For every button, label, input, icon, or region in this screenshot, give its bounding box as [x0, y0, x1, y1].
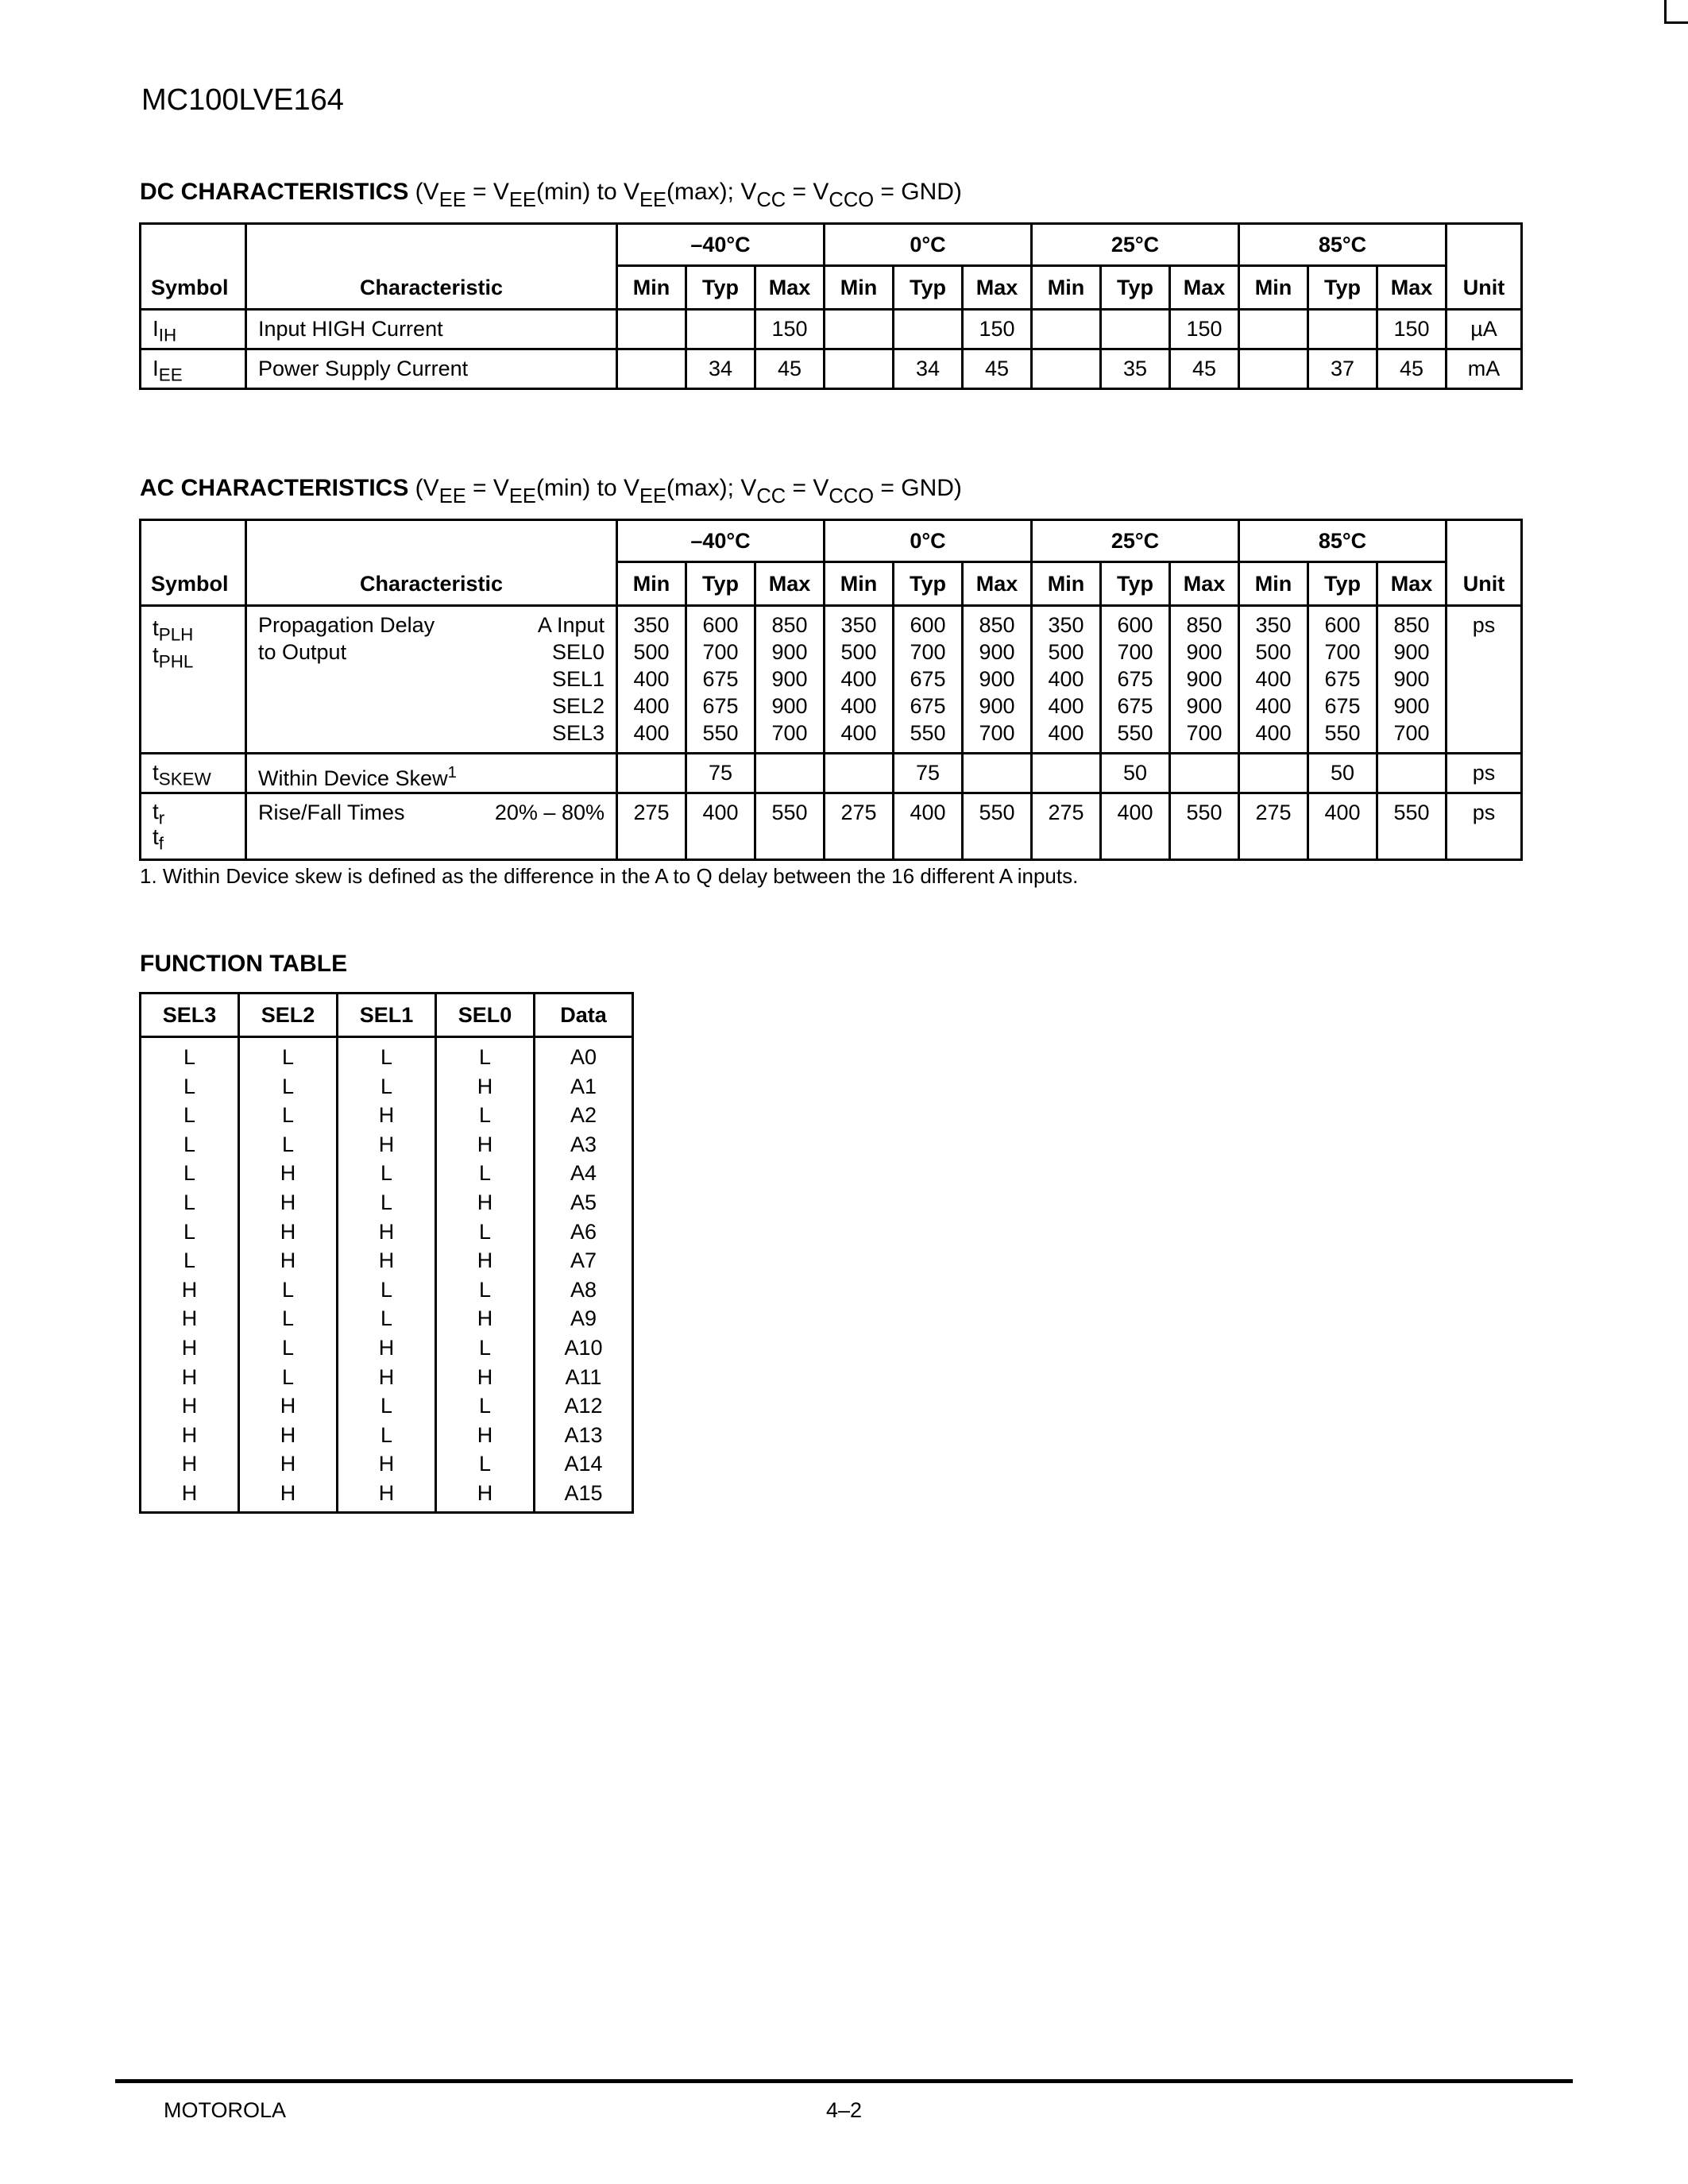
ac-rise-value: 400	[1308, 793, 1377, 860]
ac-cond-text: (V	[408, 475, 439, 501]
dc-value	[825, 349, 894, 389]
ft-cell-data: A3	[535, 1130, 633, 1160]
ft-header-sel0: SEL0	[436, 994, 535, 1037]
ac-cond-sub: EE	[438, 484, 466, 507]
ac-cond-text: = V	[786, 475, 829, 501]
dc-header-typ: Typ	[894, 266, 963, 310]
ft-cell-sel: L	[239, 1304, 338, 1333]
dc-header-min: Min	[617, 266, 686, 310]
ft-cell-sel: L	[141, 1037, 239, 1072]
dc-header-typ: Typ	[1308, 266, 1377, 310]
ft-header-sel2: SEL2	[239, 994, 338, 1037]
ac-rise-value: 275	[1239, 793, 1308, 860]
part-number-header: MC100LVE164	[141, 83, 344, 117]
ft-cell-sel: L	[239, 1037, 338, 1072]
ac-prop-values: 600 700 675 675 550	[686, 606, 755, 754]
table-row	[141, 1479, 633, 1512]
ac-skew-value: 50	[1308, 754, 1377, 793]
ft-cell-data: A15	[535, 1479, 633, 1512]
ac-cond-text: = V	[465, 475, 509, 501]
dc-header-typ: Typ	[686, 266, 755, 310]
table-row	[141, 1217, 633, 1247]
ft-cell-sel: L	[338, 1188, 436, 1217]
dc-cond-sub: CC	[756, 188, 786, 211]
dc-cond-sub: CCO	[829, 188, 875, 211]
ft-cell-sel: L	[239, 1275, 338, 1305]
ac-header-typ: Typ	[686, 562, 755, 606]
ac-header-symbol: Symbol	[141, 520, 246, 606]
ac-row-propagation-delay	[141, 606, 1522, 754]
ft-cell-sel: H	[239, 1449, 338, 1479]
ft-cell-sel: H	[141, 1363, 239, 1392]
ac-rise-value: 550	[755, 793, 825, 860]
table-row	[141, 1333, 633, 1363]
ft-cell-data: A9	[535, 1304, 633, 1333]
ft-cell-sel: H	[141, 1479, 239, 1512]
ac-rise-value: 275	[825, 793, 894, 860]
ac-prop-values: 350 500 400 400 400	[617, 606, 686, 754]
ft-cell-data: A4	[535, 1159, 633, 1188]
table-row	[141, 1246, 633, 1275]
dc-value: 45	[1377, 349, 1447, 389]
dc-row-iih	[141, 310, 1522, 349]
dc-header-max: Max	[1377, 266, 1447, 310]
dc-cond-text: (min) to V	[535, 179, 639, 205]
dc-header-temp: 25°C	[1032, 224, 1239, 266]
ac-symbol-tr-tf: $t_r$ $t_f$	[141, 793, 246, 860]
ac-header-temp: 0°C	[825, 520, 1032, 562]
ft-cell-data: A5	[535, 1188, 633, 1217]
page-corner-mark	[1664, 0, 1688, 24]
dc-header-max: Max	[755, 266, 825, 310]
ac-rise-value: 400	[1101, 793, 1170, 860]
dc-characteristics-table	[139, 222, 1523, 390]
table-row	[141, 1037, 633, 1072]
dc-value: 150	[1170, 310, 1239, 349]
dc-value: 45	[963, 349, 1032, 389]
ft-cell-sel: H	[338, 1449, 436, 1479]
dc-value	[1239, 349, 1308, 389]
dc-header-max: Max	[963, 266, 1032, 310]
dc-characteristics-title	[140, 179, 962, 211]
rise-fall-condition: 20% – 80%	[494, 801, 605, 824]
ft-cell-sel: H	[436, 1246, 535, 1275]
ac-skew-value: 75	[894, 754, 963, 793]
dc-value	[1308, 310, 1377, 349]
ft-cell-sel: H	[239, 1421, 338, 1450]
dc-header-min: Min	[1032, 266, 1101, 310]
table-row	[141, 1449, 633, 1479]
ft-cell-sel: H	[141, 1421, 239, 1450]
ac-skew-value	[617, 754, 686, 793]
ac-characteristics-table	[139, 519, 1523, 861]
ac-header-temp: 25°C	[1032, 520, 1239, 562]
dc-value: 37	[1308, 349, 1377, 389]
table-row	[141, 1188, 633, 1217]
ft-cell-sel: L	[141, 1130, 239, 1160]
ft-cell-data: A11	[535, 1363, 633, 1392]
table-row	[141, 1275, 633, 1305]
ft-cell-sel: H	[338, 1246, 436, 1275]
dc-header-min: Min	[1239, 266, 1308, 310]
ft-cell-sel: L	[436, 1449, 535, 1479]
ft-cell-sel: H	[436, 1304, 535, 1333]
table-row	[141, 1363, 633, 1392]
dc-value: 45	[1170, 349, 1239, 389]
dc-characteristic: Power Supply Current	[246, 349, 617, 389]
dc-title-bold: DC CHARACTERISTICS	[140, 179, 409, 205]
function-table	[139, 992, 634, 1514]
ft-cell-sel: H	[338, 1130, 436, 1160]
prop-sel-sel0: SEL0	[551, 640, 605, 664]
ft-cell-sel: H	[141, 1449, 239, 1479]
dc-cond-text: (V	[408, 179, 439, 205]
ft-cell-sel: H	[338, 1101, 436, 1130]
ac-characteristic-propagation	[246, 606, 617, 754]
table-row	[141, 1072, 633, 1102]
ac-header-typ: Typ	[1101, 562, 1170, 606]
ft-cell-sel: L	[338, 1275, 436, 1305]
dc-header-min: Min	[825, 266, 894, 310]
ac-characteristic-rise-fall	[246, 793, 617, 860]
ac-prop-values: 850 900 900 900 700	[1170, 606, 1239, 754]
ac-skew-value	[755, 754, 825, 793]
prop-sel-sel2: SEL2	[551, 694, 605, 718]
ft-cell-sel: H	[239, 1246, 338, 1275]
ft-cell-sel: H	[141, 1333, 239, 1363]
ac-prop-values: 350 500 400 400 400	[825, 606, 894, 754]
ac-rise-value: 550	[1170, 793, 1239, 860]
table-row	[141, 1304, 633, 1333]
ac-header-min: Min	[1032, 562, 1101, 606]
ac-prop-values: 600 700 675 675 550	[1101, 606, 1170, 754]
footer-brand: MOTOROLA	[164, 2098, 287, 2122]
dc-header-temp: –40°C	[617, 224, 825, 266]
ac-header-max: Max	[755, 562, 825, 606]
dc-value	[1101, 310, 1170, 349]
ft-header-data: Data	[535, 994, 633, 1037]
ft-cell-sel: L	[436, 1275, 535, 1305]
ac-header-temp: –40°C	[617, 520, 825, 562]
ft-cell-sel: H	[338, 1363, 436, 1392]
prop-char-line2: to Output	[258, 640, 347, 664]
ac-header-max: Max	[963, 562, 1032, 606]
ft-cell-sel: L	[239, 1130, 338, 1160]
ft-cell-sel: L	[239, 1333, 338, 1363]
ft-cell-data: A10	[535, 1333, 633, 1363]
ft-cell-sel: L	[338, 1421, 436, 1450]
ac-cond-text: (max); V	[666, 475, 757, 501]
ft-cell-data: A7	[535, 1246, 633, 1275]
dc-cond-sub: EE	[508, 188, 536, 211]
ac-rise-value: 550	[1377, 793, 1447, 860]
dc-value: 150	[755, 310, 825, 349]
ac-prop-values: 350 500 400 400 400	[1032, 606, 1101, 754]
ac-footnote: 1. Within Device skew is defined as the difference in the A to Q delay between the 16 different A inputs.	[140, 864, 1079, 888]
dc-header-unit: Unit	[1447, 224, 1522, 310]
ft-cell-sel: H	[239, 1391, 338, 1421]
ft-cell-sel: H	[436, 1188, 535, 1217]
ac-symbol-tplh-tphl: $t_{PLH}$ $t_{PHL}$	[141, 606, 246, 754]
ft-cell-sel: L	[141, 1159, 239, 1188]
ac-cond-sub: EE	[508, 484, 536, 507]
ft-cell-data: A6	[535, 1217, 633, 1247]
ft-cell-sel: L	[436, 1037, 535, 1072]
ac-skew-value	[1170, 754, 1239, 793]
dc-cond-text: (max); V	[666, 179, 757, 205]
ft-cell-sel: L	[338, 1391, 436, 1421]
dc-cond-text: = V	[465, 179, 509, 205]
ac-header-max: Max	[1377, 562, 1447, 606]
ft-cell-sel: H	[141, 1391, 239, 1421]
dc-value: 35	[1101, 349, 1170, 389]
dc-value	[686, 310, 755, 349]
dc-value: 34	[894, 349, 963, 389]
ft-header-sel3: SEL3	[141, 994, 239, 1037]
table-row	[141, 1421, 633, 1450]
dc-value	[617, 349, 686, 389]
ac-header-characteristic: Characteristic	[246, 520, 617, 606]
ft-cell-sel: H	[338, 1333, 436, 1363]
ac-cond-sub: CCO	[829, 484, 875, 507]
ac-prop-values: 600 700 675 675 550	[1308, 606, 1377, 754]
ac-rise-value: 275	[617, 793, 686, 860]
ft-cell-sel: L	[436, 1217, 535, 1247]
function-table-title: FUNCTION TABLE	[140, 951, 348, 977]
dc-header-characteristic: Characteristic	[246, 224, 617, 310]
ac-rise-value: 400	[894, 793, 963, 860]
table-row	[141, 1130, 633, 1160]
prop-sel-sel1: SEL1	[551, 667, 605, 691]
ft-cell-data: A1	[535, 1072, 633, 1102]
ft-header-sel1: SEL1	[338, 994, 436, 1037]
dc-symbol: $I_{IH}$	[141, 310, 246, 349]
footer-page-number: 4–2	[826, 2098, 863, 2122]
ft-cell-sel: L	[338, 1159, 436, 1188]
ft-cell-sel: H	[239, 1217, 338, 1247]
ft-cell-data: A0	[535, 1037, 633, 1072]
dc-header-max: Max	[1170, 266, 1239, 310]
ac-rise-value: 275	[1032, 793, 1101, 860]
ac-rise-value: 400	[686, 793, 755, 860]
footnote-ref: 1	[447, 764, 457, 781]
ac-rise-unit: ps	[1447, 793, 1522, 860]
ft-cell-sel: L	[338, 1072, 436, 1102]
table-row	[141, 1159, 633, 1188]
ft-cell-sel: H	[141, 1275, 239, 1305]
ft-cell-sel: L	[141, 1101, 239, 1130]
ft-cell-sel: H	[239, 1188, 338, 1217]
dc-value	[894, 310, 963, 349]
table-row	[141, 1101, 633, 1130]
ac-skew-value	[1377, 754, 1447, 793]
ac-title-bold: AC CHARACTERISTICS	[140, 475, 409, 501]
dc-header-typ: Typ	[1101, 266, 1170, 310]
dc-cond-text: = GND)	[874, 179, 962, 205]
prop-sel-a-input: A Input	[537, 613, 605, 637]
dc-header-temp: 85°C	[1239, 224, 1447, 266]
ft-cell-sel: H	[436, 1421, 535, 1450]
ft-cell-sel: L	[338, 1304, 436, 1333]
ft-cell-data: A14	[535, 1449, 633, 1479]
ft-cell-data: A12	[535, 1391, 633, 1421]
dc-row-iee	[141, 349, 1522, 389]
dc-characteristic: Input HIGH Current	[246, 310, 617, 349]
dc-cond-text: = V	[786, 179, 829, 205]
ac-skew-unit: ps	[1447, 754, 1522, 793]
footer-rule	[115, 2079, 1573, 2083]
dc-value: 150	[1377, 310, 1447, 349]
ft-cell-sel: H	[239, 1479, 338, 1512]
ac-prop-values: 850 900 900 900 700	[1377, 606, 1447, 754]
ft-cell-sel: L	[141, 1072, 239, 1102]
ac-skew-value	[825, 754, 894, 793]
ac-header-min: Min	[1239, 562, 1308, 606]
ft-cell-data: A8	[535, 1275, 633, 1305]
dc-value: 45	[755, 349, 825, 389]
ft-cell-data: A13	[535, 1421, 633, 1450]
ft-cell-sel: H	[141, 1304, 239, 1333]
dc-value	[1239, 310, 1308, 349]
ft-cell-sel: L	[141, 1246, 239, 1275]
ac-characteristics-title	[140, 475, 962, 507]
ac-skew-value	[1032, 754, 1101, 793]
dc-value	[617, 310, 686, 349]
ft-cell-sel: L	[141, 1188, 239, 1217]
ft-cell-sel: L	[338, 1037, 436, 1072]
ft-cell-sel: H	[239, 1159, 338, 1188]
ft-cell-sel: L	[239, 1072, 338, 1102]
dc-header-temp: 0°C	[825, 224, 1032, 266]
ac-cond-sub: EE	[639, 484, 667, 507]
ft-cell-sel: H	[436, 1479, 535, 1512]
ft-cell-sel: H	[436, 1363, 535, 1392]
dc-value	[825, 310, 894, 349]
prop-sel-sel3: SEL3	[551, 721, 605, 745]
ac-prop-values: 850 900 900 900 700	[963, 606, 1032, 754]
dc-value	[1032, 310, 1101, 349]
ac-header-typ: Typ	[894, 562, 963, 606]
ac-header-min: Min	[617, 562, 686, 606]
ft-cell-sel: L	[239, 1363, 338, 1392]
ft-cell-data: A2	[535, 1101, 633, 1130]
dc-value: 34	[686, 349, 755, 389]
ft-cell-sel: L	[436, 1333, 535, 1363]
ac-prop-values: 600 700 675 675 550	[894, 606, 963, 754]
ft-cell-sel: L	[436, 1101, 535, 1130]
ac-prop-values: 350 500 400 400 400	[1239, 606, 1308, 754]
ft-cell-sel: L	[436, 1391, 535, 1421]
ac-header-temp: 85°C	[1239, 520, 1447, 562]
ac-symbol-tskew: $t_{SKEW}$	[141, 754, 246, 793]
dc-unit: µA	[1447, 310, 1522, 349]
ac-header-typ: Typ	[1308, 562, 1377, 606]
ac-header-unit: Unit	[1447, 520, 1522, 606]
dc-value: 150	[963, 310, 1032, 349]
ac-skew-value: 50	[1101, 754, 1170, 793]
ac-prop-unit: ps	[1447, 606, 1522, 754]
ac-prop-values: 850 900 900 900 700	[755, 606, 825, 754]
ac-row-skew	[141, 754, 1522, 793]
ac-skew-value	[1239, 754, 1308, 793]
prop-char-line1: Propagation Delay	[258, 613, 435, 637]
ac-header-min: Min	[825, 562, 894, 606]
dc-symbol: $I_{EE}$	[141, 349, 246, 389]
dc-header-symbol: Symbol	[141, 224, 246, 310]
dc-cond-sub: EE	[639, 188, 667, 211]
ac-row-rise-fall	[141, 793, 1522, 860]
ac-skew-value	[963, 754, 1032, 793]
ac-skew-value: 75	[686, 754, 755, 793]
ac-cond-text: = GND)	[874, 475, 962, 501]
function-table-header-row	[141, 994, 633, 1037]
dc-cond-sub: EE	[438, 188, 466, 211]
dc-unit: mA	[1447, 349, 1522, 389]
ft-cell-sel: H	[436, 1130, 535, 1160]
ft-cell-sel: L	[239, 1101, 338, 1130]
table-row	[141, 1391, 633, 1421]
ac-header-max: Max	[1170, 562, 1239, 606]
dc-value	[1032, 349, 1101, 389]
ft-cell-sel: L	[436, 1159, 535, 1188]
ft-cell-sel: H	[436, 1072, 535, 1102]
ft-cell-sel: L	[141, 1217, 239, 1247]
ac-cond-text: (min) to V	[535, 475, 639, 501]
ac-characteristic-skew: Within Device Skew$^1$	[246, 754, 617, 793]
rise-fall-label: Rise/Fall Times	[258, 801, 405, 824]
ft-cell-sel: H	[338, 1479, 436, 1512]
ac-cond-sub: CC	[756, 484, 786, 507]
ft-cell-sel: H	[338, 1217, 436, 1247]
ac-rise-value: 550	[963, 793, 1032, 860]
